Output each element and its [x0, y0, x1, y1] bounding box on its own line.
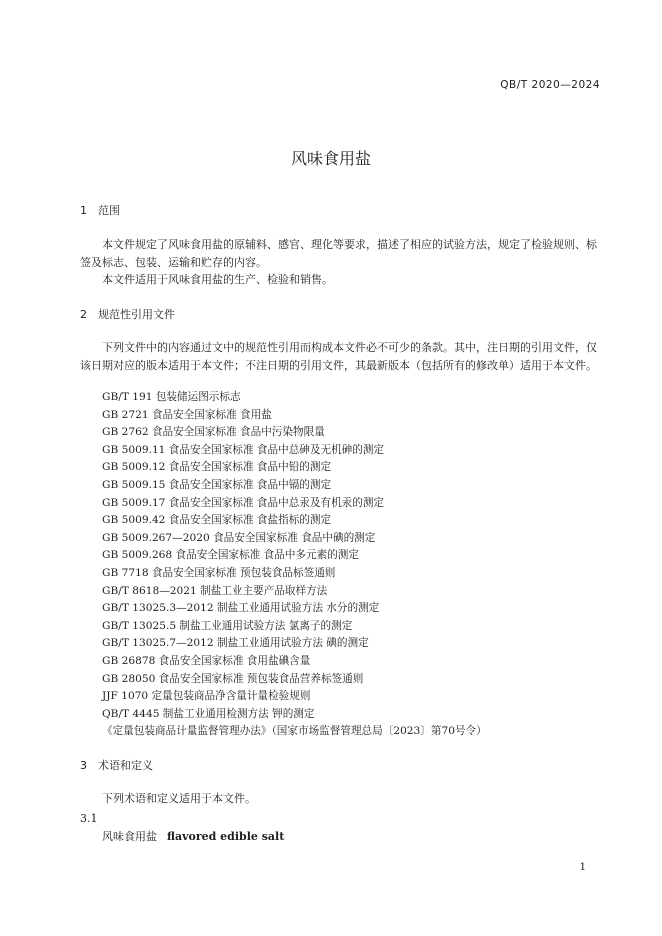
section-3-number: 3: [80, 759, 87, 772]
reference-item: GB 5009.12 食品安全国家标准 食品中铅的测定: [102, 461, 332, 474]
reference-item: GB/T 13025.5 制盐工业通用试验方法 氯离子的测定: [102, 619, 353, 632]
section-1-paragraph-1: 本文件规定了风味食用盐的原辅料、感官、理化等要求，描述了相应的试验方法，规定了检验规则、标签及标志、包装、运输和贮存的内容。: [80, 238, 597, 269]
section-2-heading: [80, 306, 175, 322]
section-1-title: 范围: [98, 204, 120, 217]
section-2-intro: 下列文件中的内容通过文中的规范性引用而构成本文件必不可少的条款。其中，注日期的引用文件，仅该日期对应的版本适用于本文件；不注日期的引用文件，其最新版本（包括所有的修改单）适用于本文件。: [80, 341, 597, 372]
reference-item: GB 28050 食品安全国家标准 预包装食品营养标签通则: [102, 672, 364, 685]
reference-item: GB/T 191 包装储运图示标志: [102, 391, 241, 403]
reference-item: GB 5009.267—2020 食品安全国家标准 食品中碘的测定: [102, 531, 376, 544]
reference-item: GB/T 8618—2021 制盐工业主要产品取样方法: [102, 584, 328, 597]
reference-item: GB/T 13025.3—2012 制盐工业通用试验方法 水分的测定: [102, 602, 380, 615]
section-2-number: 2: [80, 308, 87, 321]
section-1-number: 1: [80, 204, 87, 217]
term-english: flavored edible salt: [167, 830, 285, 843]
section-1-heading: [80, 202, 120, 218]
section-3-intro: 下列术语和定义适用于本文件。: [102, 792, 256, 805]
reference-item: GB 5009.11 食品安全国家标准 食品中总砷及无机砷的测定: [102, 443, 385, 456]
reference-item: GB 26878 食品安全国家标准 食用盐碘含量: [102, 654, 311, 667]
reference-item: GB 5009.268 食品安全国家标准 食品中多元素的测定: [102, 549, 359, 562]
reference-item: GB 2721 食品安全国家标准 食用盐: [102, 408, 272, 421]
page-number: 1: [579, 862, 586, 873]
section-1-paragraph-2: 本文件适用于风味食用盐的生产、检验和销售。: [102, 273, 333, 286]
normative-references-list: [102, 389, 487, 741]
reference-item: GB 7718 食品安全国家标准 预包装食品标签通则: [102, 566, 336, 579]
document-code: QB/T 2020—2024: [500, 79, 600, 91]
reference-item: GB/T 13025.7—2012 制盐工业通用试验方法 碘的测定: [102, 637, 369, 650]
reference-item: JJF 1070 定量包装商品净含量计量检验规则: [102, 690, 311, 703]
page-title: 风味食用盐: [290, 149, 371, 168]
section-3-title: 术语和定义: [98, 759, 153, 772]
reference-item: QB/T 4445 制盐工业通用检测方法 钾的测定: [102, 707, 315, 720]
section-2-title: 规范性引用文件: [98, 308, 175, 321]
reference-item: GB 5009.17 食品安全国家标准 食品中总汞及有机汞的测定: [102, 496, 385, 509]
reference-item: GB 5009.15 食品安全国家标准 食品中镉的测定: [102, 478, 332, 491]
section-3-heading: [80, 757, 153, 773]
reference-item: GB 5009.42 食品安全国家标准 食盐指标的测定: [102, 514, 332, 527]
term-entry: [102, 828, 284, 844]
term-number: 3.1: [80, 812, 98, 825]
reference-item: 《定量包装商品计量监督管理办法》（国家市场监督管理总局〔2023〕第70号令）: [102, 725, 487, 738]
term-chinese: 风味食用盐: [102, 830, 157, 843]
reference-item: GB 2762 食品安全国家标准 食品中污染物限量: [102, 426, 325, 439]
